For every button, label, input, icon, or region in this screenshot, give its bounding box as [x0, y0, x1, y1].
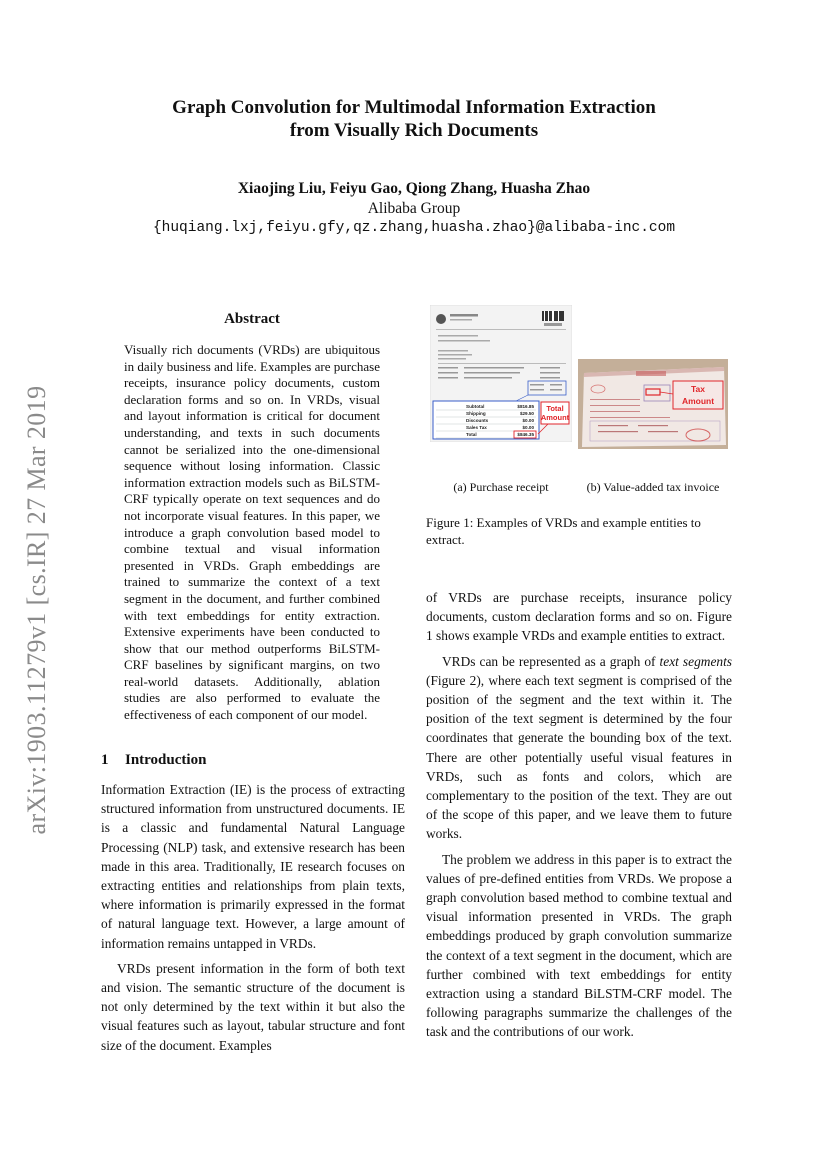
receipt-row-label: Sales Tax: [466, 425, 487, 430]
receipt-row-label: Discounts: [466, 418, 489, 423]
left-column-body: [101, 780, 405, 1055]
receipt-row-value: $0.00: [522, 425, 534, 430]
title-line-1: Graph Convolution for Multimodal Information Extraction: [172, 97, 656, 118]
affiliation: Alibaba Group: [367, 200, 461, 217]
section-title: Introduction: [125, 752, 207, 768]
callout-tax-word: Tax: [690, 384, 706, 394]
receipt-row-label: Subtotal: [466, 404, 485, 409]
arxiv-sidebar: [21, 370, 53, 850]
arxiv-identifier: arXiv:1903.11279v1 [cs.IR] 27 Mar 2019: [22, 385, 51, 835]
receipt-row-value: $29.50: [519, 411, 534, 416]
callout-total-word: Total: [546, 404, 564, 413]
receipt-row-value: $0.00: [522, 418, 534, 423]
subcaption-b: (b) Value-added tax invoice: [586, 480, 720, 494]
receipt-row-label: Total: [466, 432, 477, 437]
section-heading-introduction: [101, 752, 206, 769]
section-number: 1: [101, 752, 109, 768]
authors: Xiaojing Liu, Feiyu Gao, Qiong Zhang, Huasha Zhao: [237, 180, 591, 197]
text-run: (Figure 2), where each text segment is comprised of the position of the segment and the text within it. The position of the text segment is determined by the four coordinates that generate the bounding box of the text. There are other potentially useful visual features in VRDs, such as fonts and colors, which are complementary to the position of the text. They are out of the scope of this paper, and we leave them to future works.: [426, 672, 732, 842]
receipt-row-label: Shipping: [466, 411, 486, 416]
receipt-row-value: $846.35: [517, 432, 534, 437]
abstract-heading: Abstract: [224, 311, 280, 327]
right-paragraph-text-segments: [426, 652, 732, 844]
right-paragraph-continued: of VRDs are purchase receipts, insurance policy documents, custom declaration forms and so on. Figure 1 shows example VRDs and example entities to extract.: [426, 590, 732, 644]
figure-vat-invoice: [578, 359, 728, 449]
text-run: VRDs can be represented as a graph of: [442, 653, 660, 669]
receipt-row-value: $816.85: [517, 404, 534, 409]
figure-purchase-receipt: [430, 305, 572, 442]
right-column-body: [426, 588, 732, 1042]
abstract-text: Visually rich documents (VRDs) are ubiquitous in daily business and life. Examples are purchase receipts, insurance policy documents, custom declaration forms and so on. In VRDs, visual and layout information is critical for document understanding, and texts in such documents cannot be serialized into the one-dimensional sequence without losing information. Classic information extraction models such as BiLSTM-CRF typically operate on text sequences and do not incorporate visual features. In this paper, we introduce a graph convolution based model to combine textual and visual information presented in VRDs. Graph embeddings are trained to summarize the context of a text segment in the document, and further combined with text embeddings for entity extraction. Extensive experiments have been conducted to show that our method outperforms BiLSTM-CRF baselines by significant margins, on two real-world datasets. Additionally, ablation studies are also performed to evaluate the effectiveness of each component of our model.: [124, 342, 380, 723]
emails: {huqiang.lxj,feiyu.gfy,qz.zhang,huasha.zhao}@alibaba-inc.com: [152, 220, 676, 236]
intro-paragraph-1: Information Extraction (IE) is the process of extracting structured information from unstructured documents. IE is a classic and fundamental Natural Language Processing (NLP) task, and extensive research has been made in this area. Traditionally, IE research focuses on extracting entities and relationships from plain texts, where information is primarily expressed in the format of natural language text. However, a large amount of information remains untapped in VRDs.: [101, 782, 405, 951]
paper-title: [0, 96, 828, 142]
subcaption-a: (a) Purchase receipt: [453, 480, 549, 494]
emphasis-text-segments: text segments: [659, 653, 733, 669]
callout-amount-word: Amount: [540, 413, 570, 422]
callout-tax-amount-word: Amount: [681, 396, 715, 406]
title-line-2: from Visually Rich Documents: [289, 120, 539, 141]
intro-paragraph-2: VRDs present information in the form of both text and vision. The semantic structure of the document is not only determined by the text within it but also the visual features such as layout, tabular structure and font size of the document. Examples: [101, 960, 405, 1053]
figure-1-caption: Figure 1: Examples of VRDs and example entities to extract.: [426, 515, 701, 547]
receipt-logo-icon: [436, 314, 446, 324]
right-paragraph-problem: The problem we address in this paper is to extract the values of pre-defined entities from VRDs. We propose a graph convolution based method to combine textual and visual information presented in VRDs. The graph embeddings produced by graph convolution summarize the context of a text segment in the document, which are further combined with text embeddings for entity extraction using a standard BiLSTM-CRF model. The following paragraphs summarize the challenges of the task and the contributions of our work.: [426, 851, 732, 1040]
